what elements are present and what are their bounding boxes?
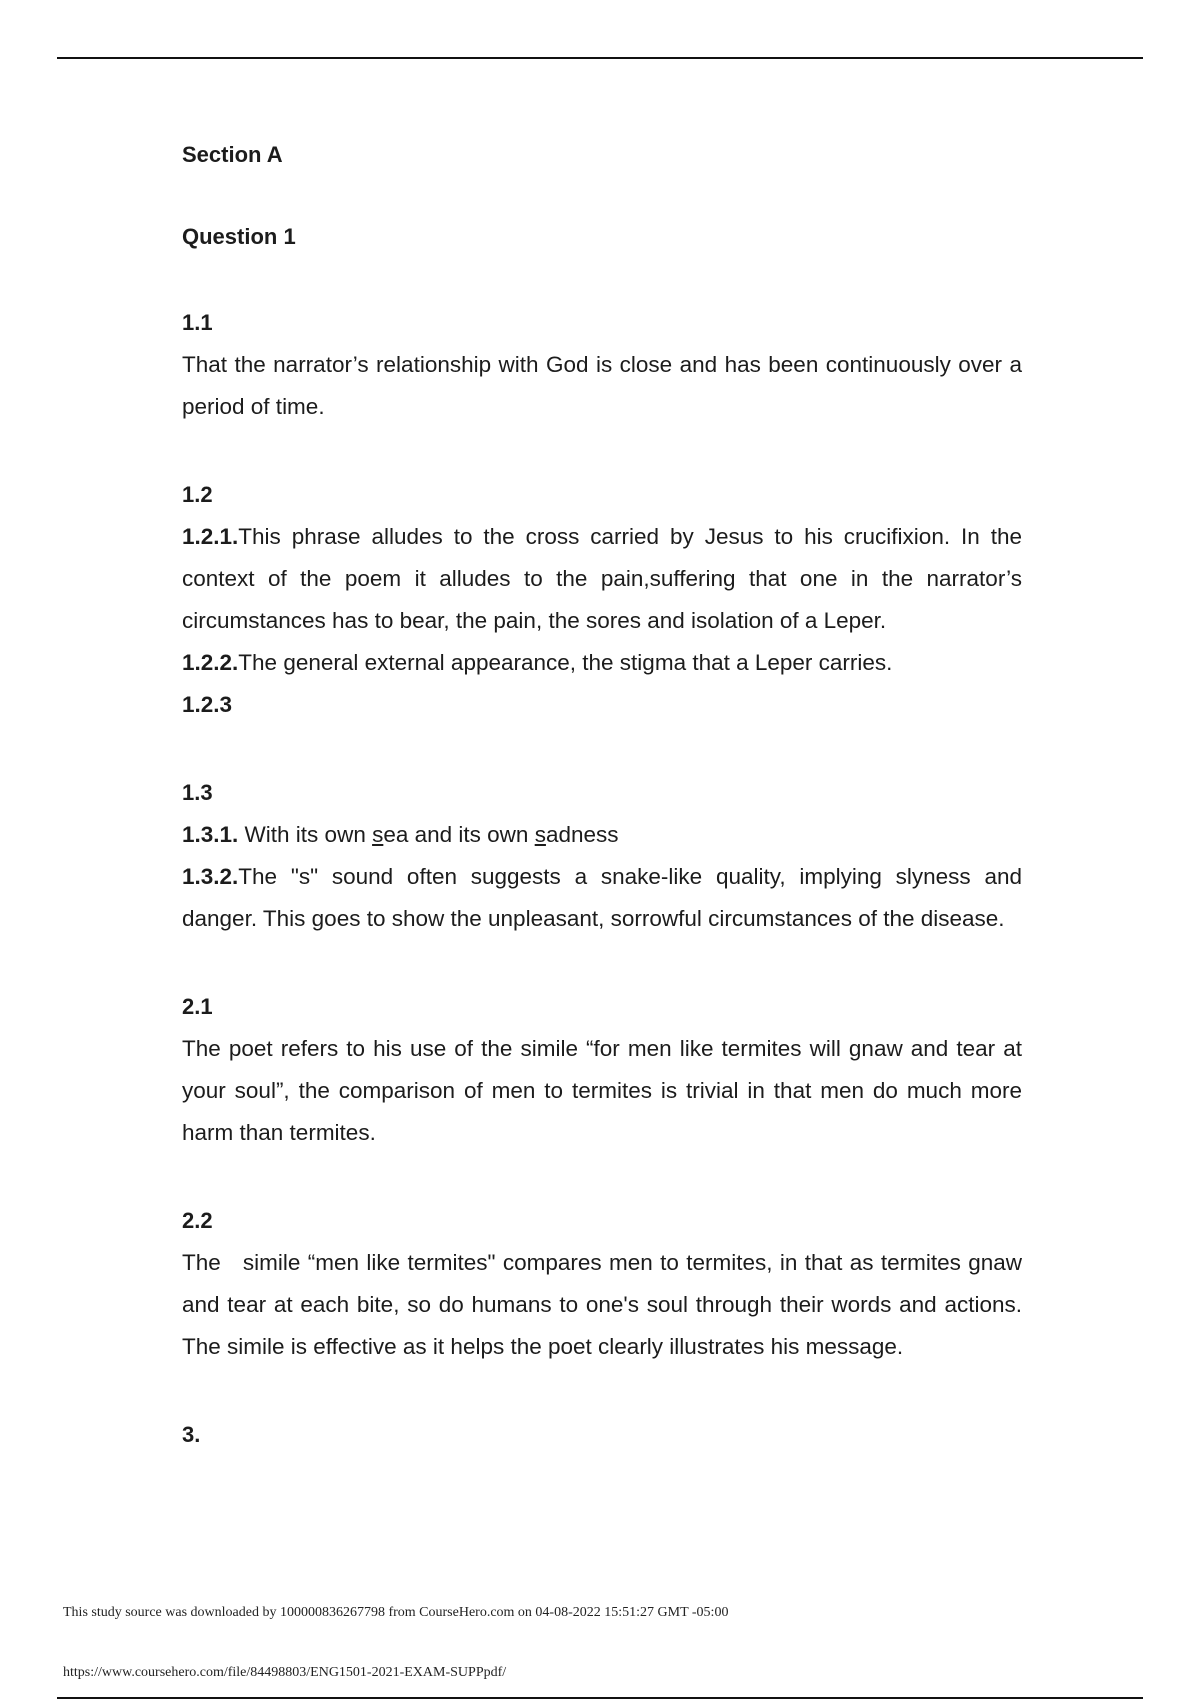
answer-1-2-3 (182, 684, 1022, 726)
bottom-rule (57, 1697, 1143, 1699)
answer-number: 2.2 (182, 1208, 213, 1233)
answer-number: 2.1 (182, 994, 213, 1019)
document-body (182, 140, 1029, 1450)
answer-number: 1.3 (182, 780, 213, 805)
answer-1-1 (182, 308, 1022, 428)
question-title: Question 1 (182, 224, 296, 249)
section-title: Section A (182, 142, 283, 167)
sub-text-part: ea and its own (383, 822, 535, 847)
underlined-letter: s (372, 822, 384, 847)
answer-1-3 (182, 778, 1022, 940)
answer-2-1 (182, 992, 1022, 1154)
answer-1-2-1 (182, 516, 1022, 642)
answer-3 (182, 1420, 1022, 1450)
answer-1-2 (182, 480, 1022, 726)
sub-text: This phrase alludes to the cross carried by Jesus to his crucifixion. In the context of the poem it alludes to the pain,suffering that one in the narrator’s circumstances has to bear, the pain, the sores and isolation of a Leper. (182, 524, 1022, 633)
answer-number: 1.2 (182, 482, 213, 507)
answer-number: 3. (182, 1422, 201, 1447)
underlined-letter: s (534, 822, 546, 847)
answer-2-2 (182, 1206, 1029, 1368)
sub-text: The "s" sound often suggests a snake-like quality, implying slyness and danger. This goes to show the unpleasant, sorrowful circumstances of the disease. (182, 864, 1022, 931)
answer-1-3-2 (182, 856, 1022, 940)
sub-text-part: With its own (238, 822, 373, 847)
top-rule (57, 57, 1143, 59)
sub-number: 1.2.3 (182, 692, 233, 717)
sub-number: 1.2.2. (182, 650, 239, 675)
answer-1-3-1 (182, 814, 1022, 856)
answer-text: That the narrator’s relationship with God is close and has been continuously over a period of time. (182, 352, 1022, 419)
sub-number: 1.3.2. (182, 864, 239, 889)
download-note: This study source was downloaded by 100000836267798 from CourseHero.com on 04-08-2022 15:51:27 GMT -05:00 (63, 1605, 729, 1620)
sub-text-part: adness (545, 822, 619, 847)
sub-number: 1.2.1. (182, 524, 239, 549)
source-url: https://www.coursehero.com/file/84498803/ENG1501-2021-EXAM-SUPPpdf/ (63, 1665, 507, 1680)
answer-text: The poet refers to his use of the simile “for men like termites will gnaw and tear at your soul”, the comparison of men to termites is trivial in that men do much more harm than termites. (182, 1036, 1022, 1145)
sub-text: The general external appearance, the stigma that a Leper carries. (238, 650, 893, 675)
sub-number: 1.3.1. (182, 822, 239, 847)
answer-1-2-2 (182, 642, 1022, 684)
answer-number: 1.1 (182, 310, 213, 335)
answer-text: The simile “men like termites" compares men to termites, in that as termites gnaw and tear at each bite, so do humans to one's soul through their words and actions. The simile is effective as it helps the poet clearly illustrates his message. (182, 1250, 1029, 1359)
